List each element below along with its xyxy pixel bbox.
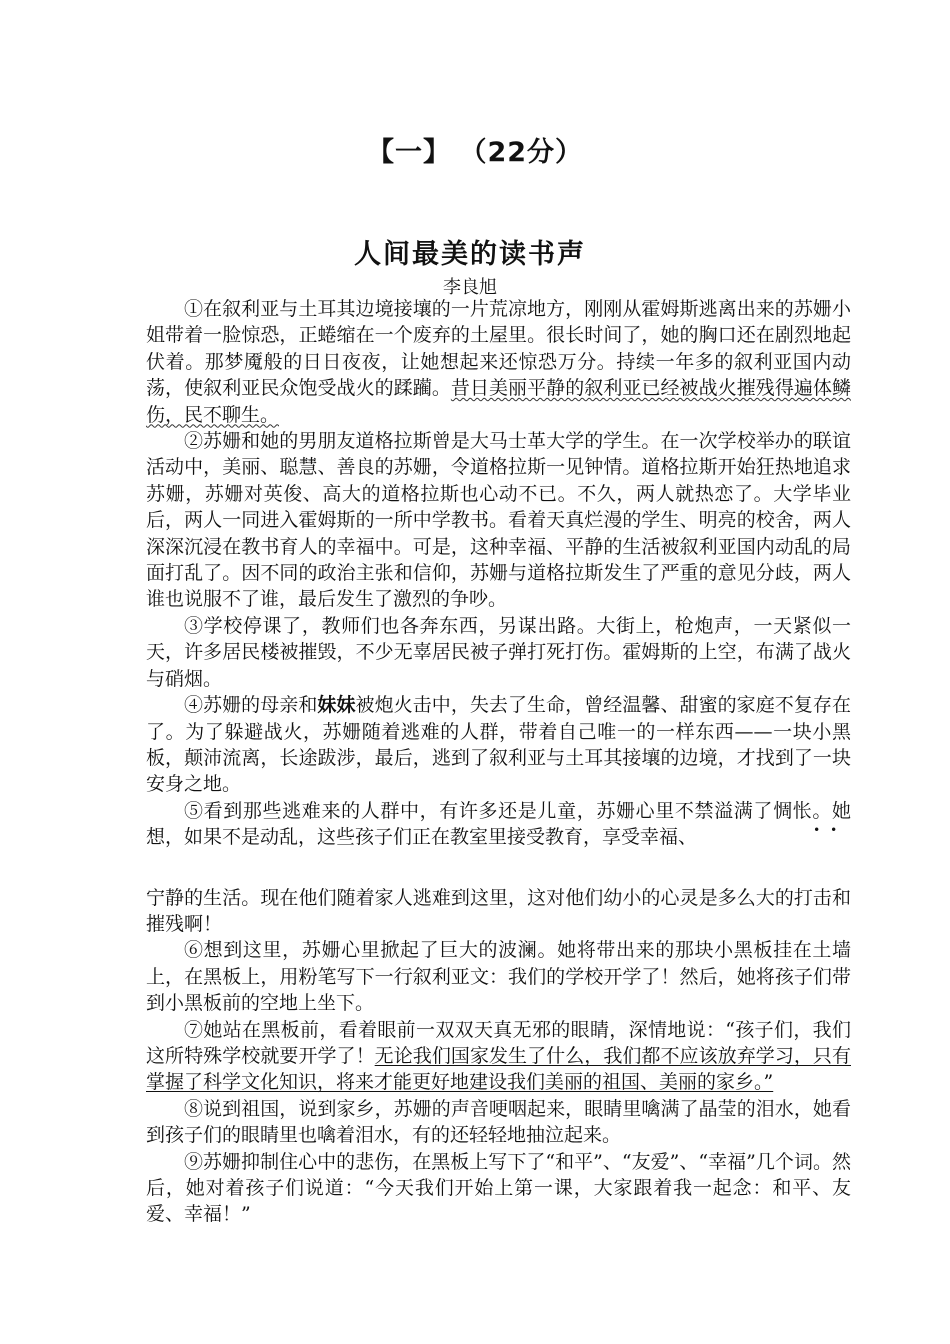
paragraph-5-text-a: ⑤看到那些逃难来的人群中，有许多还是儿童，苏姗心里不禁溢满了 <box>184 799 774 822</box>
essay-title: 人间最美的读书声 <box>354 239 586 270</box>
dotted-word-text: 惆怅 <box>773 799 813 822</box>
emphasis-dots: •• <box>813 822 848 837</box>
paragraph-6: ⑥想到这里，苏姗心里掀起了巨大的波澜。她将带出来的那块小黑板挂在土墙上，在黑板上，用粉笔写下一行叙利亚文：我们的学校开学了！然后，她将孩子们带到小黑板前的空地上坐下。 <box>146 939 851 1015</box>
section-heading <box>0 130 950 169</box>
paragraph-1 <box>146 296 851 428</box>
paragraph-5-text-b: 。她想，如果不是动乱，这些孩子们正在教室里接受教育，享受幸福、 <box>146 799 851 849</box>
paragraph-4-text-a: ④苏姗的母亲和 <box>184 694 318 717</box>
paragraph-8: ⑧说到祖国，说到家乡，苏姗的声音哽咽起来，眼睛里噙满了晶莹的泪水，她看到孩子们的眼睛里也噙着泪水，有的还轻轻地抽泣起来。 <box>146 1097 851 1147</box>
essay-body <box>146 296 851 1228</box>
paragraph-3: ③学校停课了，教师们也各奔东西，另谋出路。大街上，枪炮声，一天紧似一天，许多居民楼被摧毁，不少无辜居民被子弹打死打伤。霍姆斯的上空，布满了战火与硝烟。 <box>146 614 851 690</box>
dotted-emphasis-word <box>773 799 848 837</box>
section-label: 【一】 <box>366 137 451 168</box>
paragraph-2: ②苏姗和她的男朋友道格拉斯曾是大马士革大学的学生。在一次学校举办的联谊活动中，美丽、聪慧、善良的苏姗，令道格拉斯一见钟情。道格拉斯开始狂热地追求苏姗，苏姗对英俊、高大的道格拉斯也心动不已。不久，两人就热恋了。大学毕业后，两人一同进入霍姆斯的一所中学教书。看着天真烂漫的学生、明亮的校舍，两人深深沉浸在教书育人的幸福中。可是，这种幸福、平静的生活被叙利亚国内动乱的局面打乱了。因不同的政治主张和信仰，苏姗与道格拉斯发生了严重的意见分歧，两人谁也说服不了谁，最后发生了激烈的争吵。 <box>146 430 851 611</box>
paragraph-7-text: ⑦她站在黑板前，看着眼前一双双天真无邪的眼睛，深情地说：“孩子们，我们这所特殊学校就要开学了！ <box>146 1018 851 1067</box>
section-score: （22分） <box>472 137 584 168</box>
paragraph-4 <box>146 692 851 798</box>
underlined-sentence: 无论我们国家发生了什么，我们都不应该放弃学习，只有掌握了科学文化知识，将来才能更好地建设我们美丽的祖国、美丽的家乡。” <box>146 1044 851 1094</box>
essay-author: 李良旭 <box>443 277 497 298</box>
emphasized-word: 妹妹 <box>317 694 356 717</box>
wavy-underlined-sentence: 昔日美丽平静的叙利亚已经被战火摧残得遍体鳞伤，民不聊生。 <box>146 377 851 426</box>
paragraph-7 <box>146 1017 851 1096</box>
paragraph-1-text: ①在叙利亚与土耳其边境接壤的一片荒凉地方，刚刚从霍姆斯逃离出来的苏姗小姐带着一脸惊恐，正蜷缩在一个废弃的土屋里。很长时间了，她的胸口还在剧烈地起伏着。那梦魇般的日日夜夜，让她想起来还惊恐万分。持续一年多的叙利亚国内动荡，使叙利亚民众饱受战火的蹂躏。 <box>146 298 851 400</box>
paragraph-4-text-b: 被炮火击中，失去了生命，曾经温馨、甜蜜的家庭不复存在了。为了躲避战火，苏姗随着逃难的人群，带着自己唯一的一样东西——一块小黑板，颠沛流离，长途跋涉，最后，逃到了叙利亚与土耳其接壤的边境，才找到了一块安身之地。 <box>146 694 851 796</box>
paragraph-9: ⑨苏姗抑制住心中的悲伤，在黑板上写下了“和平”、“友爱”、“幸福”几个词。然后，她对着孩子们说道：“今天我们开始上第一课，大家跟着我一起念：和平、友爱、幸福！” <box>146 1150 851 1226</box>
line-gap <box>146 851 851 885</box>
paragraph-5-text-c: 宁静的生活。现在他们随着家人逃难到这里，这对他们幼小的心灵是多么大的打击和摧残啊！ <box>146 886 851 935</box>
paragraph-5 <box>146 798 851 938</box>
